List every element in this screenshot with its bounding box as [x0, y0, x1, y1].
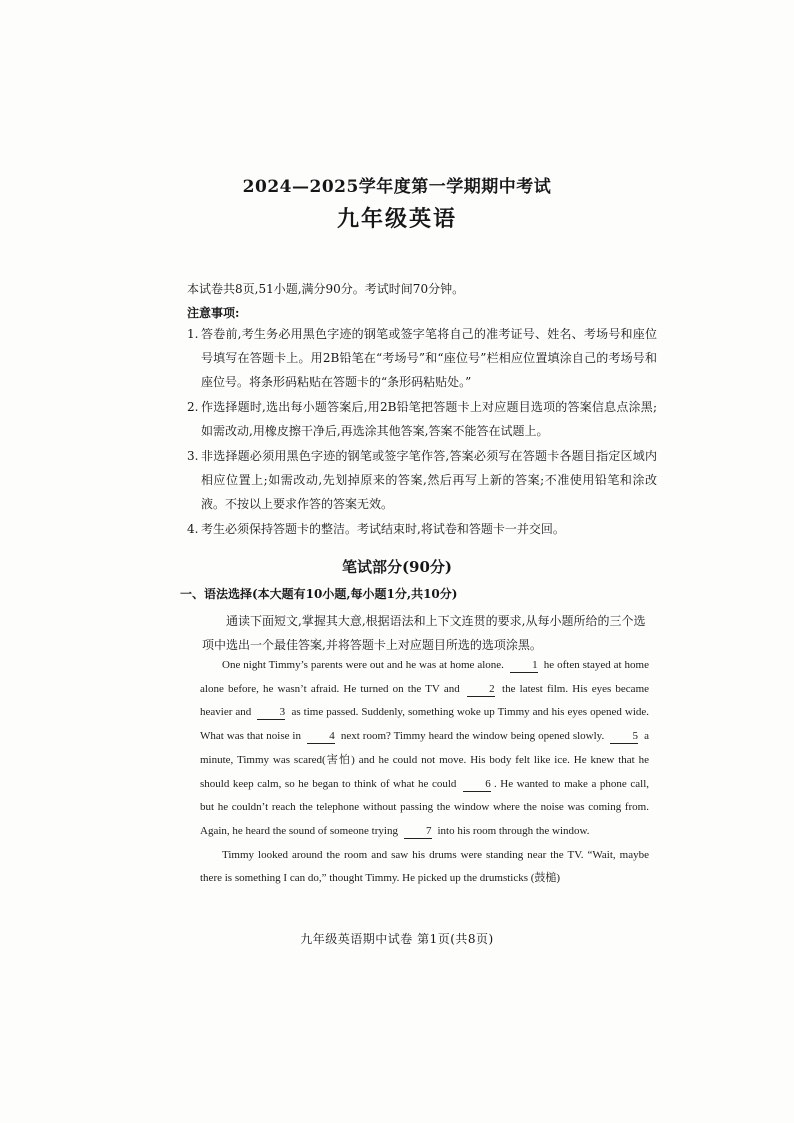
note-text: 作选择题时,选出每小题答案后,用2B铅笔把答题卡上对应题目选项的答案信息点涂黑;如需改动,用橡皮擦干净后,再选涂其他答案,答案不能答在试题上。: [201, 400, 657, 438]
part-heading: 一、语法选择(本大题有10小题,每小题1分,共10分): [180, 587, 458, 601]
note-text: 考生必须保持答题卡的整洁。考试结束时,将试卷和答题卡一并交回。: [201, 522, 565, 536]
passage-paragraph-2: Timmy looked around the room and saw his drums were standing near the TV. “Wait, maybe there is something I can do,” thought Timmy. He picked up the drumsticks (鼓槌): [200, 848, 649, 885]
blank-4: 4: [307, 729, 335, 744]
passage-text: next room? Timmy heard the window being opened slowly.: [340, 730, 605, 743]
passage-text: into his room through the window.: [437, 824, 590, 837]
exam-summary: 本试卷共8页,51小题,满分90分。考试时间70分钟。: [187, 282, 465, 296]
blank-3: 3: [257, 705, 285, 720]
passage-text: a minute, Timmy was scared(害怕) and he could not move. His body felt like ice. He knew that he should keep calm, so he began to think of what he could: [200, 730, 650, 790]
passage-text: One night Timmy’s parents were out and he was at home alone.: [222, 659, 504, 671]
blank-5: 5: [610, 729, 638, 744]
passage-text: . He wanted to make a phone call, but he couldn’t reach the telephone without passing the window where the noise was coming from. Again, he heard the sound of someone trying: [200, 777, 649, 837]
note-number: 4.: [187, 522, 199, 536]
blank-6: 6: [463, 777, 491, 792]
page-footer: 九年级英语期中试卷 第1页(共8页): [300, 932, 494, 946]
note-text: 非选择题必须用黑色字迹的钢笔或签字笔作答,答案必须写在答题卡各题目指定区域内相应位置上;如需改动,先划掉原来的答案,然后再写上新的答案;不准使用铅笔和涂改液。不按以上要求作答的答案无效。: [201, 449, 657, 511]
blank-7: 7: [404, 824, 432, 839]
exam-title: 九年级英语: [336, 206, 457, 232]
section-title: 笔试部分(90分): [341, 558, 453, 576]
passage-text: he often stayed at home alone before, he wasn’t afraid. He turned on the TV and: [200, 659, 649, 695]
note-item: [187, 517, 657, 541]
passage-text: as time passed. Suddenly, something woke up Timmy and his eyes opened wide. What was that noise in: [200, 706, 650, 743]
note-item: [187, 322, 657, 394]
note-item: [187, 395, 657, 443]
cloze-passage: [200, 654, 649, 891]
blank-2: 2: [467, 682, 495, 697]
notes-list: [187, 322, 657, 542]
exam-term-line: 2024—2025学年度第一学期期中考试: [242, 177, 552, 197]
part-directions: 通读下面短文,掌握其大意,根据语法和上下文连贯的要求,从每小题所给的三个选项中选出一个最佳答案,并将答题卡上对应题目所选的选项涂黑。: [202, 614, 646, 652]
passage-text: the latest film. His eyes became heavier and: [200, 682, 650, 719]
exam-intro: [187, 277, 657, 325]
exam-header: [0, 176, 794, 234]
blank-1: 1: [510, 658, 538, 673]
notes-heading: 注意事项:: [187, 306, 240, 320]
note-number: 2.: [187, 400, 199, 414]
passage-paragraph-1: [200, 654, 649, 844]
note-number: 1.: [187, 327, 199, 341]
note-item: [187, 444, 657, 516]
note-text: 答卷前,考生务必用黑色字迹的钢笔或签字笔将自己的准考证号、姓名、考场号和座位号填写在答题卡上。用2B铅笔在“考场号”和“座位号”栏相应位置填涂自己的考场号和座位号。将条形码粘贴在答题卡的“条形码粘贴处。”: [201, 327, 657, 389]
note-number: 3.: [187, 449, 199, 463]
